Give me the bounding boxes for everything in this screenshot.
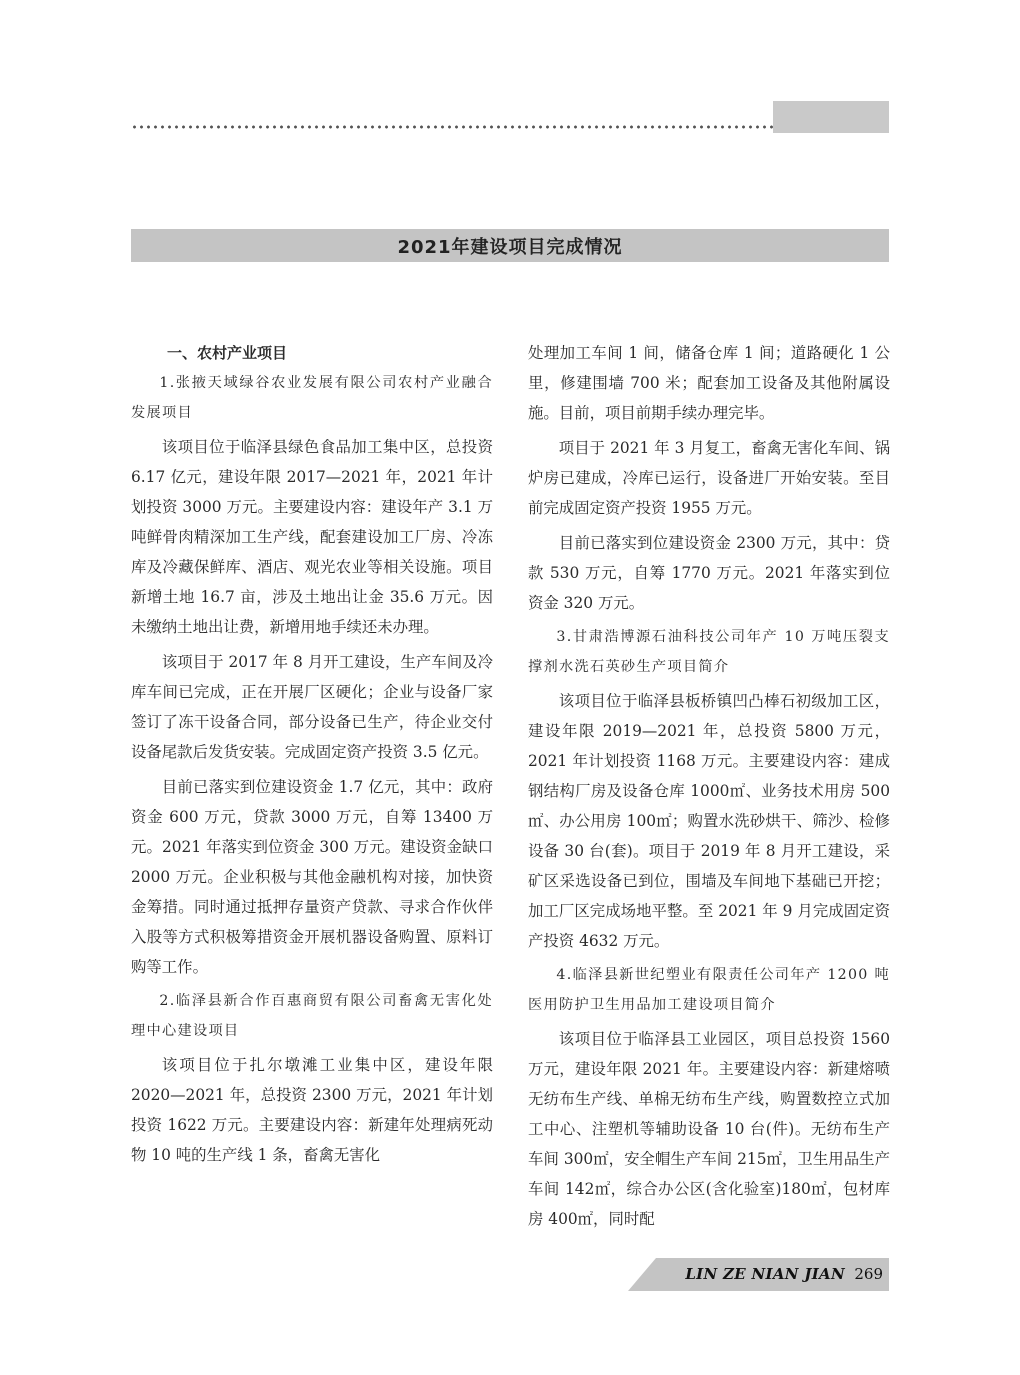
paragraph: 项目于 2021 年 3 月复工，畜禽无害化车间、锅炉房已建成，冷库已运行，设备进厂开始安装。至目前完成固定资产投资 1955 万元。	[528, 439, 890, 517]
project-1-title: 1.张掖天域绿谷农业发展有限公司农村产业融合发展项目	[131, 375, 493, 421]
page-number: 269	[854, 1265, 883, 1283]
section-heading: 一、农村产业项目	[167, 344, 288, 362]
footer-band	[628, 1258, 889, 1291]
paragraph: 目前已落实到位建设资金 1.7 亿元，其中：政府资金 600 万元，贷款 3000 万元，自筹 13400 万元。2021 年落实到位资金 300 万元。建设资金缺口 2000 万元。企业积极与其他金融机构对接，加快资金筹措。同时通过抵押存量资产贷款、寻求合作伙伴入股等方式积极筹措资金开展机器设备购置、原料订购等工作。	[131, 778, 493, 976]
header-band	[131, 101, 889, 133]
paragraph: 该项目位于临泽县绿色食品加工集中区，总投资 6.17 亿元，建设年限 2017—2021 年，2021 年计划投资 3000 万元。主要建设内容：建设年产 3.1 万吨鲜骨肉精深加工生产线，配套建设加工厂房、冷冻库及冷藏保鲜库、酒店、观光农业等相关设施。项目新增土地 16.7 亩，涉及土地出让金 35.6 万元。因未缴纳土地出让费，新增用地手续还未办理。	[131, 438, 493, 636]
dotted-rule	[131, 123, 773, 131]
yearbook-name: LIN ZE NIAN JIAN	[685, 1265, 845, 1283]
paragraph: 该项目位于临泽县板桥镇凹凸棒石初级加工区，建设年限 2019—2021 年，总投资 5800 万元，2021 年计划投资 1168 万元。主要建设内容：建成钢结构厂房及设备仓库 1000㎡、业务技术用房 500㎡、办公用房 100㎡；购置水洗砂烘干、筛沙、检修设备 30 台(套)。项目于 2019 年 8 月开工建设，采矿区采选设备已到位，围墙及车间地下基础已开挖；加工厂区完成场地平整。至 2021 年 9 月完成固定资产投资 4632 万元。	[528, 692, 890, 950]
project-3-title: 3.甘肃浩博源石油科技公司年产 10 万吨压裂支撑剂水洗石英砂生产项目简介	[528, 629, 890, 675]
page-title: 2021年建设项目完成情况	[397, 236, 623, 258]
paragraph: 目前已落实到位建设资金 2300 万元，其中：贷款 530 万元，自筹 1770 万元。2021 年落实到位资金 320 万元。	[528, 534, 890, 612]
project-4-title: 4.临泽县新世纪塑业有限责任公司年产 1200 吨医用防护卫生用品加工建设项目简介	[528, 967, 890, 1013]
paragraph-continued: 处理加工车间 1 间，储备仓库 1 间；道路硬化 1 公里，修建围墙 700 米；配套加工设备及其他附属设施。目前，项目前期手续办理完毕。	[528, 344, 890, 422]
header-box	[773, 101, 889, 133]
paragraph: 该项目于 2017 年 8 月开工建设，生产车间及冷库车间已完成，正在开展厂区硬化；企业与设备厂家签订了冻干设备合同，部分设备已生产，待企业交付设备尾款后发货安装。完成固定资产投资 3.5 亿元。	[131, 653, 493, 761]
left-column	[131, 338, 493, 1170]
project-2-title: 2.临泽县新合作百惠商贸有限公司畜禽无害化处理中心建设项目	[131, 993, 493, 1039]
paragraph: 该项目位于扎尔墩滩工业集中区，建设年限 2020—2021 年，总投资 2300 万元，2021 年计划投资 1622 万元。主要建设内容：新建年处理病死动物 10 吨的生产线 1 条，畜禽无害化	[131, 1056, 493, 1164]
right-column	[528, 338, 890, 1234]
paragraph: 该项目位于临泽县工业园区，项目总投资 1560 万元，建设年限 2021 年。主要建设内容：新建熔喷无纺布生产线、单棉无纺布生产线，购置数控立式加工中心、注塑机等辅助设备 10 台(件)。无纺布生产车间 300㎡，安全帽生产车间 215㎡，卫生用品生产车间 142㎡，综合办公区(含化验室)180㎡，包材库房 400㎡，同时配	[528, 1030, 890, 1228]
title-bar	[131, 229, 889, 262]
